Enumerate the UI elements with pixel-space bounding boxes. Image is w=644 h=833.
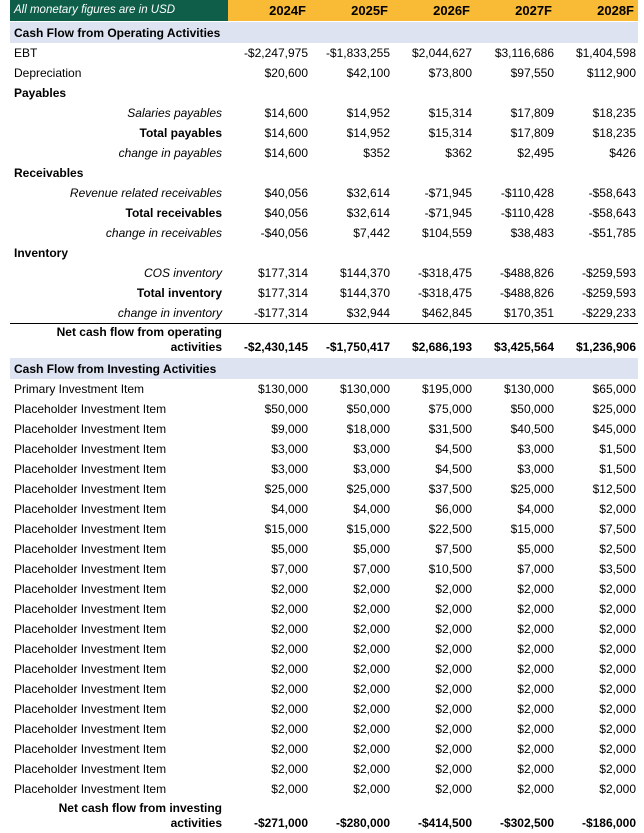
row-label: change in inventory	[117, 306, 222, 320]
row-label: Placeholder Investment Item	[14, 502, 167, 516]
row-label: Placeholder Investment Item	[14, 782, 167, 796]
cell-value: -$318,475	[417, 286, 472, 300]
investing-section-header	[10, 358, 638, 379]
cell-value: $3,000	[271, 442, 308, 456]
cell-value: $15,314	[428, 126, 472, 140]
cell-value: $2,000	[353, 722, 390, 736]
cell-value: $2,000	[599, 662, 636, 676]
cell-value: $10,500	[428, 562, 472, 576]
cell-value: $352	[363, 146, 390, 160]
cell-value: -$2,430,145	[243, 340, 308, 354]
investment-item-row	[10, 499, 638, 519]
investment-item-row	[10, 459, 638, 479]
cell-value: $2,000	[435, 582, 472, 596]
receivables-group-header	[10, 163, 638, 183]
cell-value: $2,000	[271, 682, 308, 696]
cell-value: $3,000	[517, 442, 554, 456]
cell-value: $25,000	[264, 482, 308, 496]
cell-value: $2,000	[271, 582, 308, 596]
cell-value: $2,000	[599, 622, 636, 636]
change-receivables-row	[10, 223, 638, 243]
cell-value: $2,000	[599, 762, 636, 776]
cell-value: $130,000	[503, 382, 554, 396]
cell-value: $97,550	[510, 66, 554, 80]
row-label: Placeholder Investment Item	[14, 642, 167, 656]
investment-item-row	[10, 599, 638, 619]
cash-flow-table	[10, 0, 638, 833]
cell-value: $40,056	[264, 186, 308, 200]
cell-value: $22,500	[428, 522, 472, 536]
cell-value: $42,100	[346, 66, 390, 80]
cell-value: $2,000	[353, 682, 390, 696]
cell-value: $177,314	[257, 266, 308, 280]
row-label: Placeholder Investment Item	[14, 622, 167, 636]
cell-value: -$259,593	[581, 286, 636, 300]
cell-value: $15,000	[346, 522, 390, 536]
total-payables-row	[10, 123, 638, 143]
cell-value: $18,235	[592, 106, 636, 120]
row-label: Depreciation	[14, 66, 82, 80]
operating-section-title: Cash Flow from Operating Activities	[14, 25, 221, 40]
cell-value: $2,000	[599, 602, 636, 616]
cell-value: $2,000	[271, 642, 308, 656]
cell-value: $14,952	[346, 126, 390, 140]
cell-value: $2,000	[271, 782, 308, 796]
cell-value: $2,000	[271, 602, 308, 616]
row-label: Placeholder Investment Item	[14, 422, 167, 436]
cell-value: $9,000	[271, 422, 308, 436]
cell-value: $1,236,906	[575, 340, 636, 354]
row-label: Placeholder Investment Item	[14, 762, 167, 776]
cell-value: $2,000	[517, 602, 554, 616]
row-label: Placeholder Investment Item	[14, 522, 167, 536]
net-investing-row	[10, 799, 638, 833]
cell-value: -$259,593	[581, 266, 636, 280]
revenue-receivables-row	[10, 183, 638, 203]
investment-item-row	[10, 639, 638, 659]
cell-value: $3,000	[517, 462, 554, 476]
cell-value: -$58,643	[588, 206, 636, 220]
cell-value: $40,500	[510, 422, 554, 436]
label-line: activities	[170, 816, 222, 830]
cell-value: $2,000	[435, 682, 472, 696]
cell-value: -$2,247,975	[243, 46, 308, 60]
cell-value: -$1,833,255	[325, 46, 390, 60]
investing-section-title: Cash Flow from Investing Activities	[14, 361, 217, 376]
cell-value: $5,000	[353, 542, 390, 556]
cell-value: $195,000	[421, 382, 472, 396]
cell-value: -$177,314	[253, 306, 308, 320]
cell-value: $6,000	[435, 502, 472, 516]
investment-item-row	[10, 439, 638, 459]
cell-value: $3,000	[353, 442, 390, 456]
row-label: Placeholder Investment Item	[14, 582, 167, 596]
cell-value: $2,000	[271, 762, 308, 776]
year-header-2028: 2028F	[556, 0, 638, 21]
cell-value: $2,000	[435, 642, 472, 656]
cell-value: $2,000	[435, 662, 472, 676]
investment-item-row	[10, 399, 638, 419]
investment-item-row	[10, 579, 638, 599]
cell-value: $12,500	[592, 482, 636, 496]
cell-value: $2,000	[599, 582, 636, 596]
cell-value: $2,000	[435, 602, 472, 616]
cell-value: -$51,785	[588, 226, 636, 240]
cell-value: -$186,000	[581, 816, 636, 830]
cell-value: -$318,475	[417, 266, 472, 280]
cell-value: $144,370	[339, 286, 390, 300]
cell-value: $1,500	[599, 462, 636, 476]
row-label: EBT	[14, 46, 38, 60]
label-line: Net cash flow from investing	[58, 801, 222, 815]
cell-value: $2,000	[517, 642, 554, 656]
cell-value: $7,500	[435, 542, 472, 556]
cell-value: $15,000	[264, 522, 308, 536]
total-receivables-row	[10, 203, 638, 223]
cell-value: $3,500	[599, 562, 636, 576]
row-label: Placeholder Investment Item	[14, 602, 167, 616]
cell-value: -$110,428	[500, 206, 554, 220]
cell-value: $14,600	[264, 106, 308, 120]
cell-value: $17,809	[510, 106, 554, 120]
cell-value: $2,000	[353, 702, 390, 716]
cell-value: $1,500	[599, 442, 636, 456]
year-header-2027: 2027F	[474, 0, 556, 21]
cell-value: $4,000	[517, 502, 554, 516]
cell-value: $2,000	[599, 742, 636, 756]
cell-value: $2,000	[517, 742, 554, 756]
cell-value: $2,000	[435, 702, 472, 716]
cell-value: $7,442	[353, 226, 390, 240]
currency-note: All monetary figures are in USD	[10, 0, 228, 21]
cell-value: -$488,826	[499, 266, 554, 280]
cell-value: $32,944	[346, 306, 390, 320]
cell-value: $2,000	[435, 782, 472, 796]
row-label: Placeholder Investment Item	[14, 402, 167, 416]
cell-value: $177,314	[257, 286, 308, 300]
row-label: Placeholder Investment Item	[14, 542, 167, 556]
group-title: Receivables	[14, 166, 84, 180]
row-label: Placeholder Investment Item	[14, 702, 167, 716]
investing-items	[10, 379, 638, 799]
cell-value: $2,000	[517, 662, 554, 676]
cell-value: -$271,000	[253, 816, 308, 830]
cell-value: -$302,500	[499, 816, 554, 830]
label-line: activities	[170, 340, 222, 354]
cell-value: $2,000	[517, 702, 554, 716]
cell-value: $17,809	[510, 126, 554, 140]
cell-value: $1,404,598	[575, 46, 636, 60]
cell-value: -$71,945	[424, 186, 472, 200]
cell-value: $2,000	[517, 782, 554, 796]
row-label: Placeholder Investment Item	[14, 462, 167, 476]
row-label: Placeholder Investment Item	[14, 722, 167, 736]
cell-value: $25,000	[592, 402, 636, 416]
cell-value: $14,600	[264, 146, 308, 160]
cell-value: $2,000	[353, 662, 390, 676]
cell-value: $37,500	[428, 482, 472, 496]
cell-value: $18,235	[592, 126, 636, 140]
row-label: Primary Investment Item	[14, 382, 145, 396]
cell-value: $2,000	[271, 742, 308, 756]
investment-item-row	[10, 759, 638, 779]
investment-item-row	[10, 519, 638, 539]
cell-value: $2,000	[353, 642, 390, 656]
cell-value: $2,000	[353, 742, 390, 756]
cell-value: -$58,643	[588, 186, 636, 200]
cell-value: $2,000	[599, 702, 636, 716]
cell-value: $31,500	[428, 422, 472, 436]
cell-value: $45,000	[592, 422, 636, 436]
cell-value: $2,000	[517, 722, 554, 736]
cell-value: $2,000	[271, 722, 308, 736]
cell-value: $4,000	[271, 502, 308, 516]
cell-value: $2,000	[599, 722, 636, 736]
cell-value: $2,000	[271, 702, 308, 716]
row-label: Placeholder Investment Item	[14, 742, 167, 756]
cos-inventory-row	[10, 263, 638, 283]
cell-value: $362	[445, 146, 472, 160]
cell-value: -$229,233	[581, 306, 636, 320]
payables-group-header	[10, 83, 638, 103]
cell-value: $4,000	[353, 502, 390, 516]
depreciation-row	[10, 63, 638, 83]
cell-value: $5,000	[517, 542, 554, 556]
cell-value: $40,056	[264, 206, 308, 220]
cell-value: $14,600	[264, 126, 308, 140]
row-label: Total payables	[139, 126, 222, 140]
cell-value: $2,000	[353, 782, 390, 796]
cell-value: $2,000	[517, 622, 554, 636]
cell-value: $2,000	[353, 582, 390, 596]
investment-item-row	[10, 699, 638, 719]
cell-value: $2,495	[517, 146, 554, 160]
cell-value: $2,000	[271, 622, 308, 636]
investment-item-row	[10, 619, 638, 639]
cell-value: -$40,056	[260, 226, 308, 240]
operating-section-header	[10, 22, 638, 43]
cell-value: $3,000	[353, 462, 390, 476]
cell-value: $3,116,686	[494, 46, 554, 60]
cell-value: $2,000	[599, 502, 636, 516]
cell-value: $2,000	[599, 782, 636, 796]
cell-value: -$1,750,417	[325, 340, 390, 354]
cell-value: $170,351	[503, 306, 554, 320]
cell-value: $3,425,564	[493, 340, 554, 354]
row-label: Total inventory	[136, 286, 222, 300]
row-label: Placeholder Investment Item	[14, 442, 167, 456]
inventory-group-header	[10, 243, 638, 263]
cell-value: $65,000	[592, 382, 636, 396]
investment-item-row	[10, 779, 638, 799]
cell-value: -$414,500	[417, 816, 472, 830]
cell-value: $18,000	[346, 422, 390, 436]
cell-value: $20,600	[264, 66, 308, 80]
cell-value: $7,500	[599, 522, 636, 536]
row-label: Placeholder Investment Item	[14, 562, 167, 576]
cell-value: $73,800	[428, 66, 472, 80]
cell-value: $2,000	[435, 622, 472, 636]
row-label: Total receivables	[125, 206, 222, 220]
cell-value: $32,614	[346, 186, 390, 200]
cell-value: $104,559	[421, 226, 472, 240]
cell-value: $2,000	[599, 642, 636, 656]
group-title: Payables	[14, 86, 67, 100]
cell-value: $2,000	[353, 762, 390, 776]
total-inventory-row	[10, 283, 638, 303]
row-label: Revenue related receivables	[69, 186, 222, 200]
cell-value: $2,000	[435, 742, 472, 756]
row-label: change in receivables	[105, 226, 222, 240]
cell-value: -$280,000	[335, 816, 390, 830]
cell-value: $2,044,627	[411, 46, 472, 60]
cell-value: $426	[609, 146, 636, 160]
investment-item-row	[10, 379, 638, 399]
group-title: Inventory	[14, 246, 69, 260]
investment-item-row	[10, 479, 638, 499]
cell-value: $2,000	[435, 762, 472, 776]
cell-value: $2,000	[353, 602, 390, 616]
header-row	[10, 0, 638, 21]
cell-value: $15,000	[510, 522, 554, 536]
cell-value: $4,500	[435, 462, 472, 476]
cell-value: $130,000	[257, 382, 308, 396]
cell-value: $462,845	[421, 306, 472, 320]
change-payables-row	[10, 143, 638, 163]
investment-item-row	[10, 659, 638, 679]
cell-value: $25,000	[510, 482, 554, 496]
cell-value: -$110,428	[500, 186, 554, 200]
cell-value: $15,314	[428, 106, 472, 120]
cell-value: $7,000	[271, 562, 308, 576]
year-header-2026: 2026F	[392, 0, 474, 21]
cell-value: $144,370	[339, 266, 390, 280]
cell-value: $2,000	[435, 722, 472, 736]
cell-value: $5,000	[271, 542, 308, 556]
year-header-2025: 2025F	[310, 0, 392, 21]
cell-value: -$488,826	[499, 286, 554, 300]
cell-value: $2,000	[599, 682, 636, 696]
row-label: Placeholder Investment Item	[14, 682, 167, 696]
cell-value: $2,500	[599, 542, 636, 556]
row-label: change in payables	[118, 146, 222, 160]
change-inventory-row	[10, 303, 638, 323]
cell-value: $4,500	[435, 442, 472, 456]
cell-value: $7,000	[517, 562, 554, 576]
cell-value: -$71,945	[424, 206, 472, 220]
ebt-row	[10, 43, 638, 63]
investment-item-row	[10, 539, 638, 559]
cell-value: $112,900	[586, 66, 636, 80]
cell-value: $130,000	[339, 382, 390, 396]
cell-value: $75,000	[428, 402, 472, 416]
year-header-2024: 2024F	[228, 0, 310, 21]
cell-value: $2,686,193	[411, 340, 472, 354]
cell-value: $2,000	[517, 582, 554, 596]
investment-item-row	[10, 419, 638, 439]
cell-value: $2,000	[353, 622, 390, 636]
row-label: Salaries payables	[127, 106, 222, 120]
row-label: Placeholder Investment Item	[14, 482, 167, 496]
cell-value: $50,000	[510, 402, 554, 416]
investment-item-row	[10, 679, 638, 699]
row-label: Placeholder Investment Item	[14, 662, 167, 676]
cell-value: $25,000	[346, 482, 390, 496]
net-investing-label	[10, 801, 228, 831]
investment-item-row	[10, 739, 638, 759]
cell-value: $2,000	[517, 762, 554, 776]
cell-value: $14,952	[346, 106, 390, 120]
investment-item-row	[10, 719, 638, 739]
row-label: COS inventory	[143, 266, 222, 280]
cell-value: $2,000	[517, 682, 554, 696]
investment-item-row	[10, 559, 638, 579]
salaries-payables-row	[10, 103, 638, 123]
cell-value: $50,000	[264, 402, 308, 416]
cell-value: $7,000	[353, 562, 390, 576]
cell-value: $38,483	[510, 226, 554, 240]
cell-value: $2,000	[271, 662, 308, 676]
label-line: Net cash flow from operating	[56, 325, 222, 339]
net-operating-row	[10, 323, 638, 357]
cell-value: $50,000	[346, 402, 390, 416]
cell-value: $32,614	[346, 206, 390, 220]
net-operating-label	[10, 325, 228, 355]
cell-value: $3,000	[271, 462, 308, 476]
